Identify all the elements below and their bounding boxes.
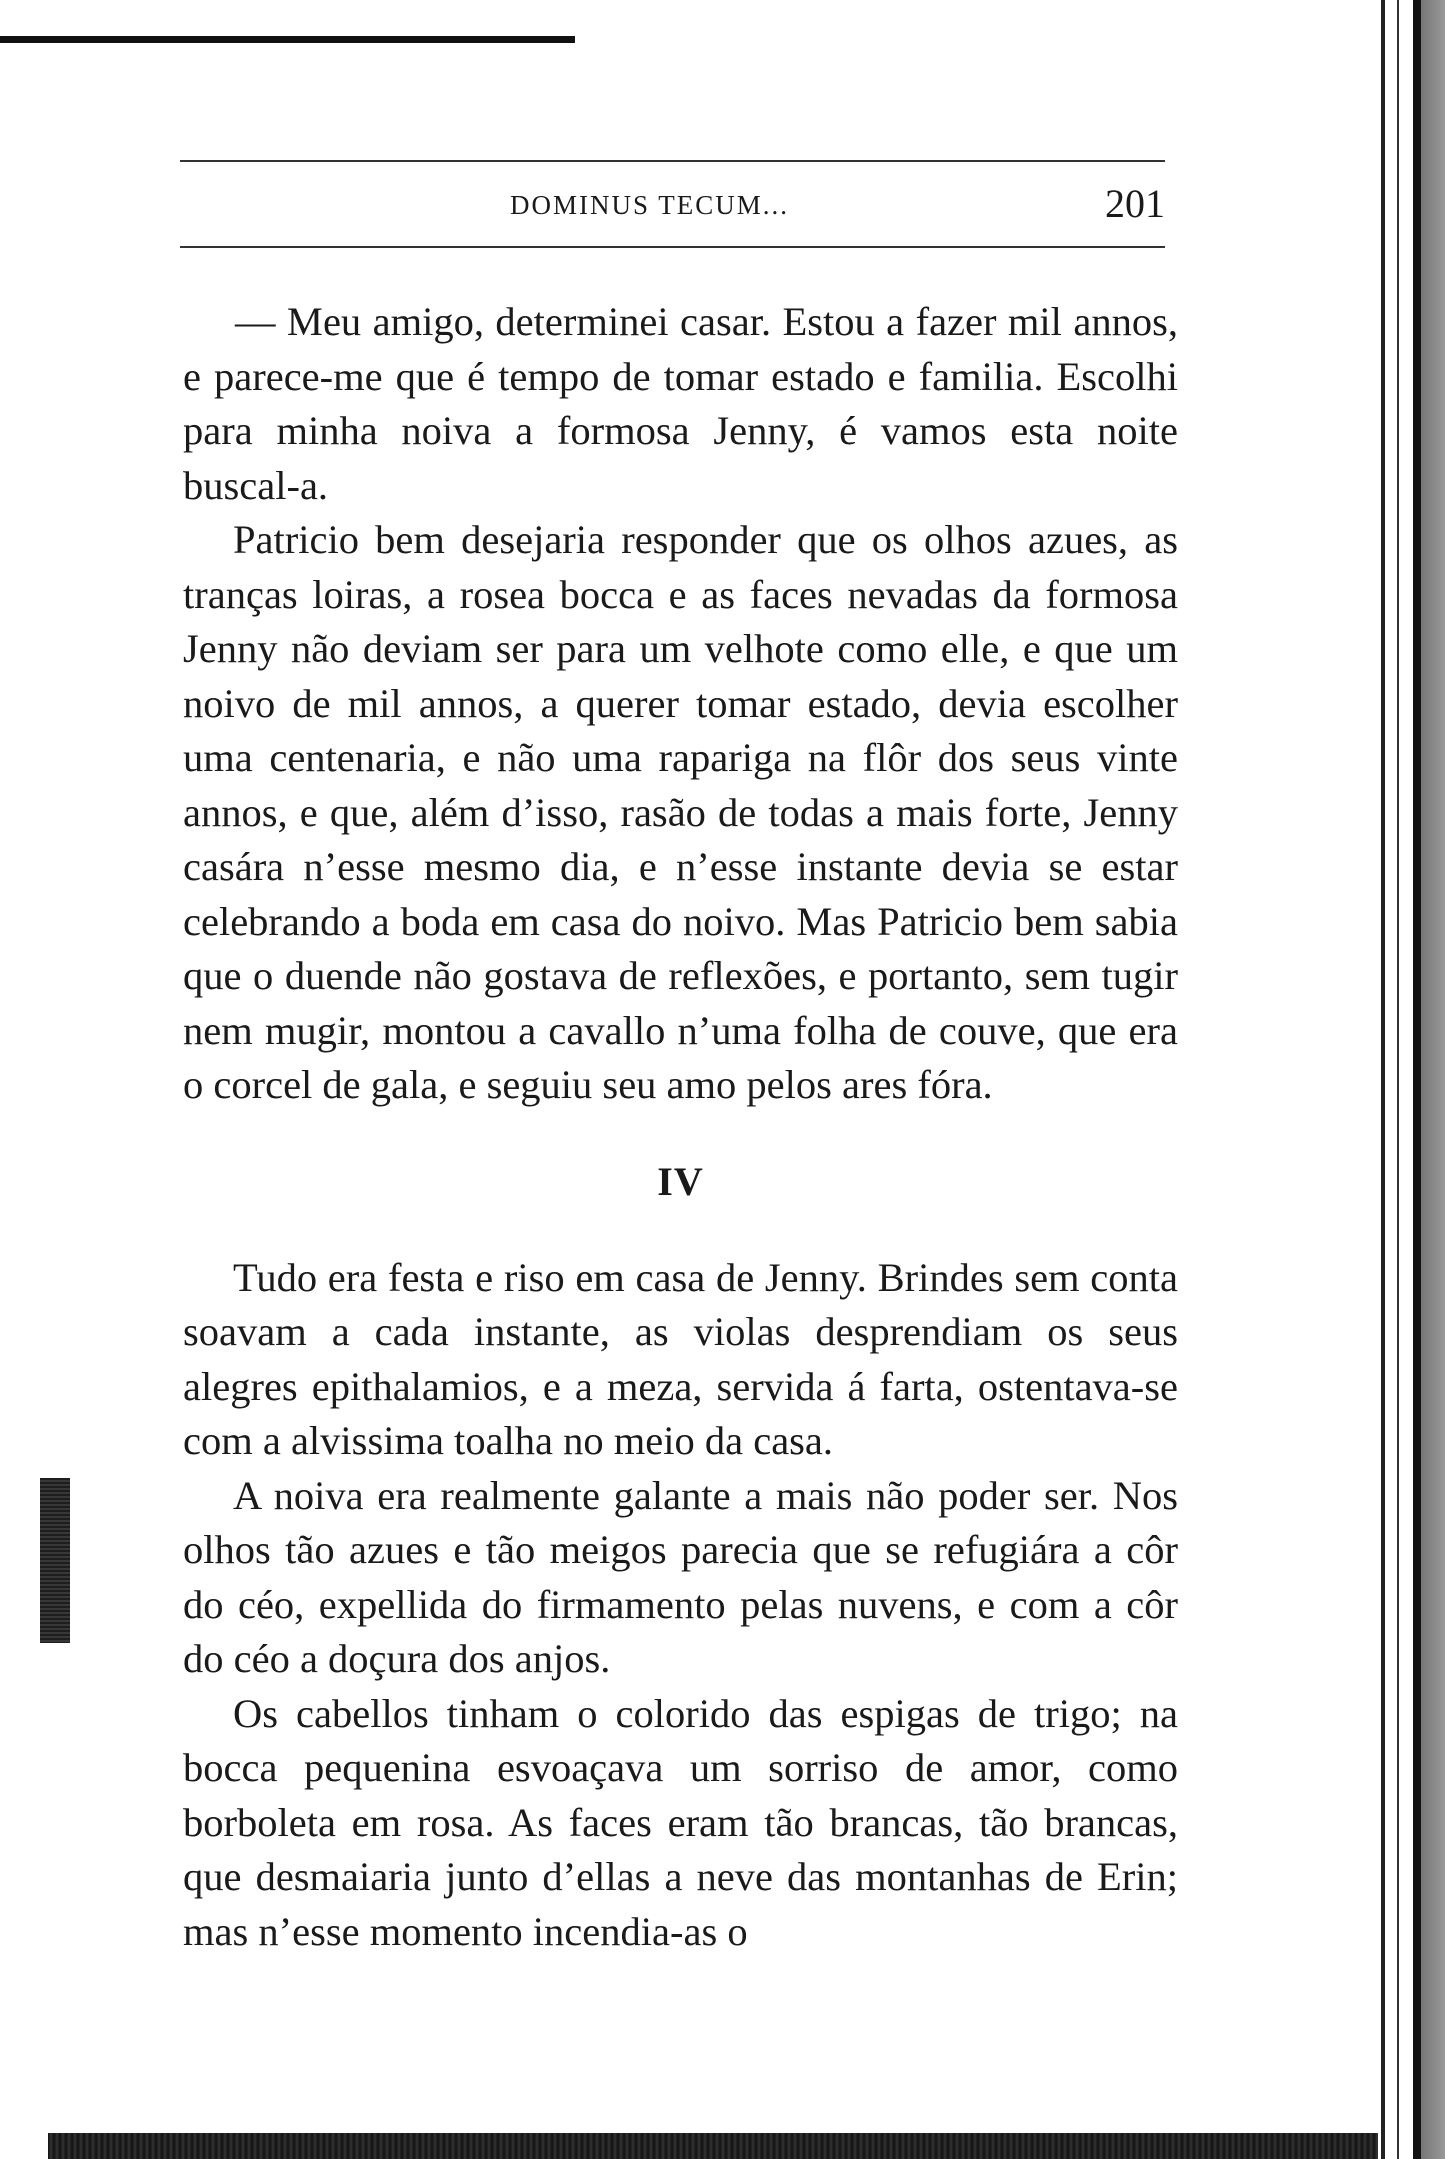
running-head [180, 180, 1165, 230]
paragraph: Tudo era festa e riso em casa de Jenny. Brindes sem conta soavam a cada instante, as violas desprendiam os seus alegres epithalamios, e a meza, servida á farta, ostentava-se com a alvissima toalha no meio da casa. [183, 1254, 1178, 1463]
scan-top-edge [0, 36, 575, 43]
page-number: 201 [1105, 181, 1165, 226]
body-text [183, 295, 1178, 1959]
paragraph: Os cabellos tinham o colorido das espigas de trigo; na bocca pequenina esvoaçava um sorriso de amor, como borboleta em rosa. As faces eram tão brancas, tão brancas, que desmaiaria junto d’ellas a neve das montanhas de Erin; mas n’esse momento incendia-as o [183, 1690, 1178, 1954]
scan-left-mark [40, 1478, 70, 1643]
header-rule-top [180, 160, 1165, 162]
paragraph: A noiva era realmente galante a mais não poder ser. Nos olhos tão azues e tão meigos parecia que se refugiára a côr do céo, expellida do firmamento pelas nuvens, e com a côr do céo a doçura dos anjos. [183, 1472, 1178, 1681]
section-heading: IV [657, 1158, 704, 1204]
paragraph: Patricio bem desejaria responder que os olhos azues, as tranças loiras, a rosea bocca e as faces nevadas da formosa Jenny não deviam ser para um velhote como elle, e que um noivo de mil annos, a querer tomar estado, devia escolher uma centenaria, e não uma rapariga na flôr dos seus vinte annos, e que, além d’isso, rasão de todas a mais forte, Jenny casára n’esse mesmo dia, e n’esse instante devia se estar celebrando a boda em casa do noivo. Mas Patricio bem sabia que o duende não gostava de reflexões, e portanto, sem tugir nem mugir, montou a cavallo n’uma folha de couve, que era o corcel de gala, e seguiu seu amo pelos ares fóra. [183, 517, 1178, 1107]
header-rule-bottom [180, 246, 1165, 248]
scan-bottom-edge [48, 2133, 1378, 2159]
paragraph: — Meu amigo, determinei casar. Estou a fazer mil annos, e parece-me que é tempo de tomar estado e familia. Escolhi para minha noiva a formosa Jenny, é vamos esta noite buscal-a. [183, 299, 1178, 508]
running-title: DOMINUS TECUM... [510, 190, 790, 220]
scan-right-edge [1373, 0, 1445, 2159]
